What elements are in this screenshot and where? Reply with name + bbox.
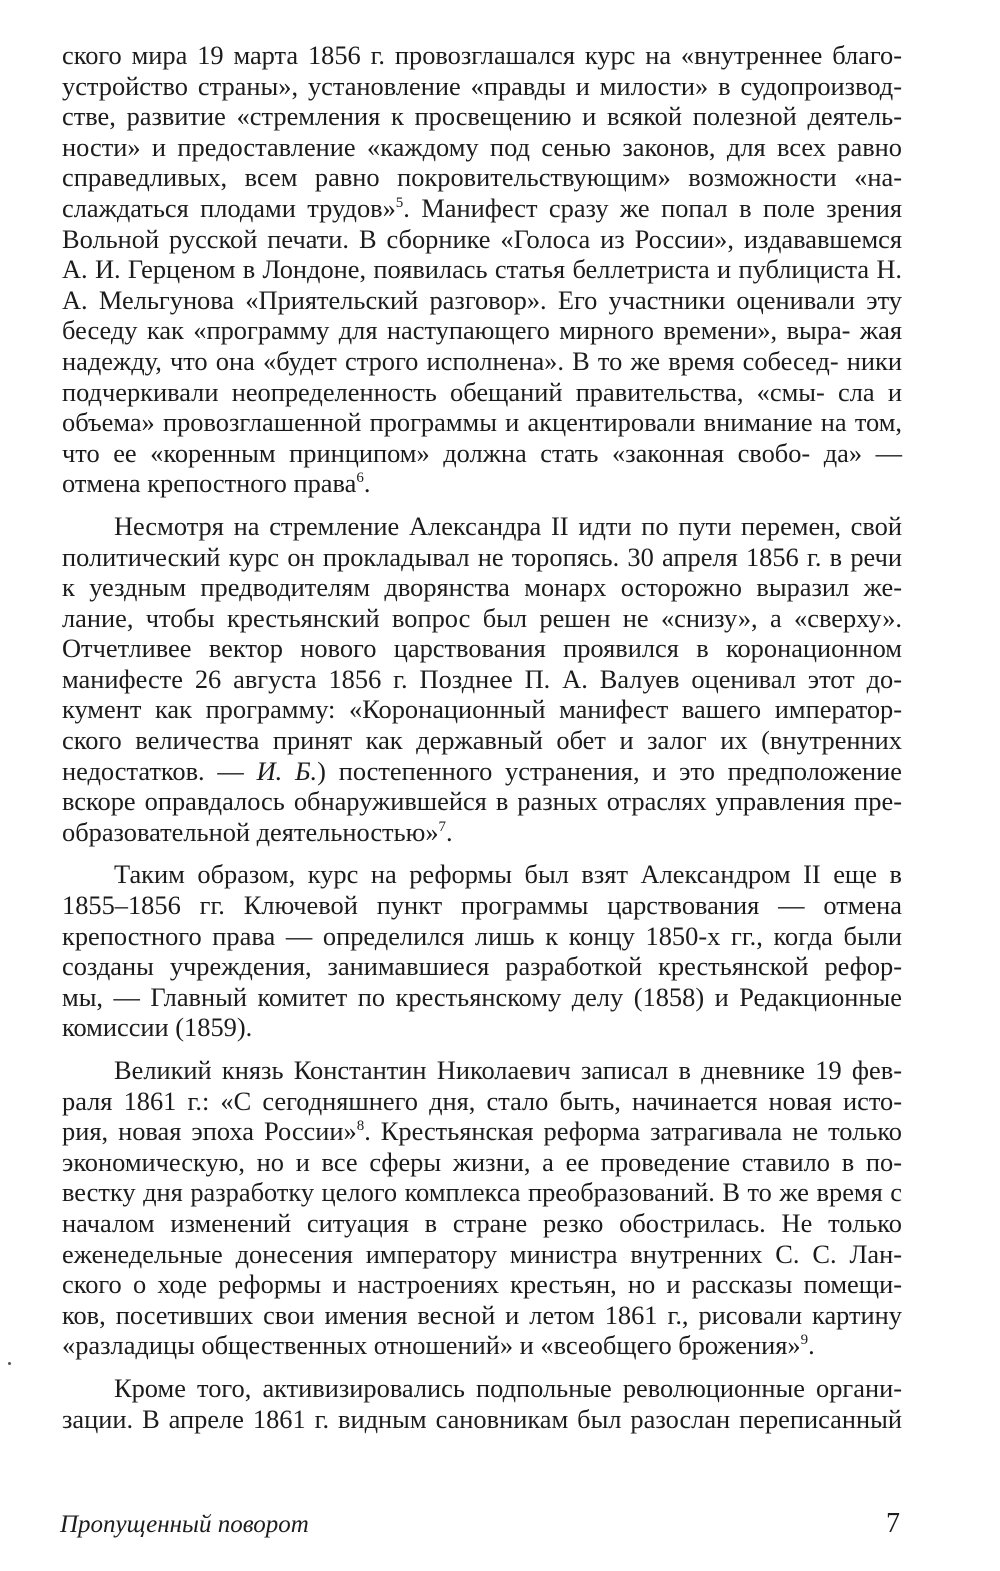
paragraph-3 (62, 859, 902, 1043)
running-title: Пропущенный поворот (60, 1511, 309, 1538)
paragraph-2-text: Несмотря на стремление Александра II идти по пути перемен, свой политический курс он прокладывал не торопясь. 30 апреля 1856 г. в речи к уездным предводителям дворянства монарх осторожно выразил же- лание, чтобы крестьянский вопрос был решен не «снизу», а «сверху». Отчетливее вектор нового царствования проявился в коронационном манифесте 26 августа 1856 г. Позднее П. А. Валуев оценивал этот до- кумент как программу: «Коронационный манифест вашего император- ского величества принят как державный обет и залог их (внутренних недостатков. — (62, 510, 902, 786)
footnote-ref-8[interactable]: 8 (356, 1118, 365, 1135)
footnote-ref-7[interactable]: 7 (438, 818, 447, 835)
paragraph-3-text: Таким образом, курс на реформы был взят Александром II еще в 1855–1856 гг. Ключевой пункт программы царствования — отмена крепостного права — определился лишь к концу 1850-х гг., когда были созданы учреждения, занимавшиеся разработкой крестьянской рефор- мы, — Главный комитет по крестьянскому делу (1858) и Редакционные комиссии (1859). (62, 859, 902, 1043)
paragraph-1 (62, 40, 902, 499)
footnote-ref-5[interactable]: 5 (395, 194, 404, 211)
page-number: 7 (886, 1508, 900, 1539)
scan-speck (8, 1362, 11, 1365)
paragraph-2-text-cont: ) постепенного устранения, и это предположение вскоре оправдалось обнаружившейся в разных отраслях управления пре- образовательной деятельностью» (62, 755, 902, 847)
paragraph-5 (62, 1373, 902, 1434)
page-body (62, 40, 902, 1434)
paragraph-4 (62, 1055, 902, 1361)
paragraph-1-end: . (363, 468, 371, 499)
paragraph-2 (62, 511, 902, 848)
author-initials: И. Б. (256, 755, 318, 786)
page-footer (60, 1508, 900, 1544)
paragraph-4-text: Великий князь Константин Николаевич записал в дневнике 19 фев- раля 1861 г.: «С сегодняшнего дня, стало быть, начинается новая исто- рия, новая эпоха России» (62, 1055, 902, 1147)
paragraph-1-text-cont: . Манифест сразу же попал в поле зрения Вольной русской печати. В сборнике «Голоса из России», издававшемся А. И. Герценом в Лондоне, появилась статья беллетриста и публициста Н. А. Мельгунова «Приятельский разговор». Его участники оценивали эту беседу как «программу для наступающего мирного времени», выра- жая надежду, что она «будет строго исполнена». В то же время собесед- ники подчеркивали неопределенность обещаний правительства, «смы- сла и объема» провозглашенной программы и акцентировали внимание на том, что ее «коренным принципом» должна стать «законная свобо- да» — отмена крепостного права (62, 192, 902, 499)
paragraph-5-text: Кроме того, активизировались подпольные революционные органи- зации. В апреле 1861 г. видным сановникам был разослан переписанный (62, 1372, 902, 1434)
paragraph-4-text-cont: . Крестьянская реформа затрагивала не только экономическую, но и все сферы жизни, а ее проведение ставило в по- вестку дня разработку целого комплекса преобразований. В то же время с началом изменений ситуация в стране резко обострилась. Не только еженедельные донесения императору министра внутренних С. С. Лан- ского о ходе реформы и настроениях крестьян, но и рассказы помещи- ков, посетивших свои имения весной и летом 1861 г., рисовали картину «разладицы общественных отношений» и «всеобщего брожения» (62, 1116, 902, 1361)
paragraph-4-end: . (808, 1330, 815, 1361)
paragraph-1-text: ского мира 19 марта 1856 г. провозглашался курс на «внутреннее благо- устройство страны», установление «правды и милости» в судопроизвод- стве, развитие «стремления к просвещению и всякой полезной деятель- ности» и предоставление «каждому под сенью законов, для всех равно справедливых, всем равно покровительствующим» возможности «на- слаждаться плодами трудов» (62, 40, 902, 223)
footnote-ref-6[interactable]: 6 (356, 470, 364, 487)
paragraph-2-end: . (446, 816, 453, 847)
footnote-ref-9[interactable]: 9 (800, 1332, 809, 1349)
